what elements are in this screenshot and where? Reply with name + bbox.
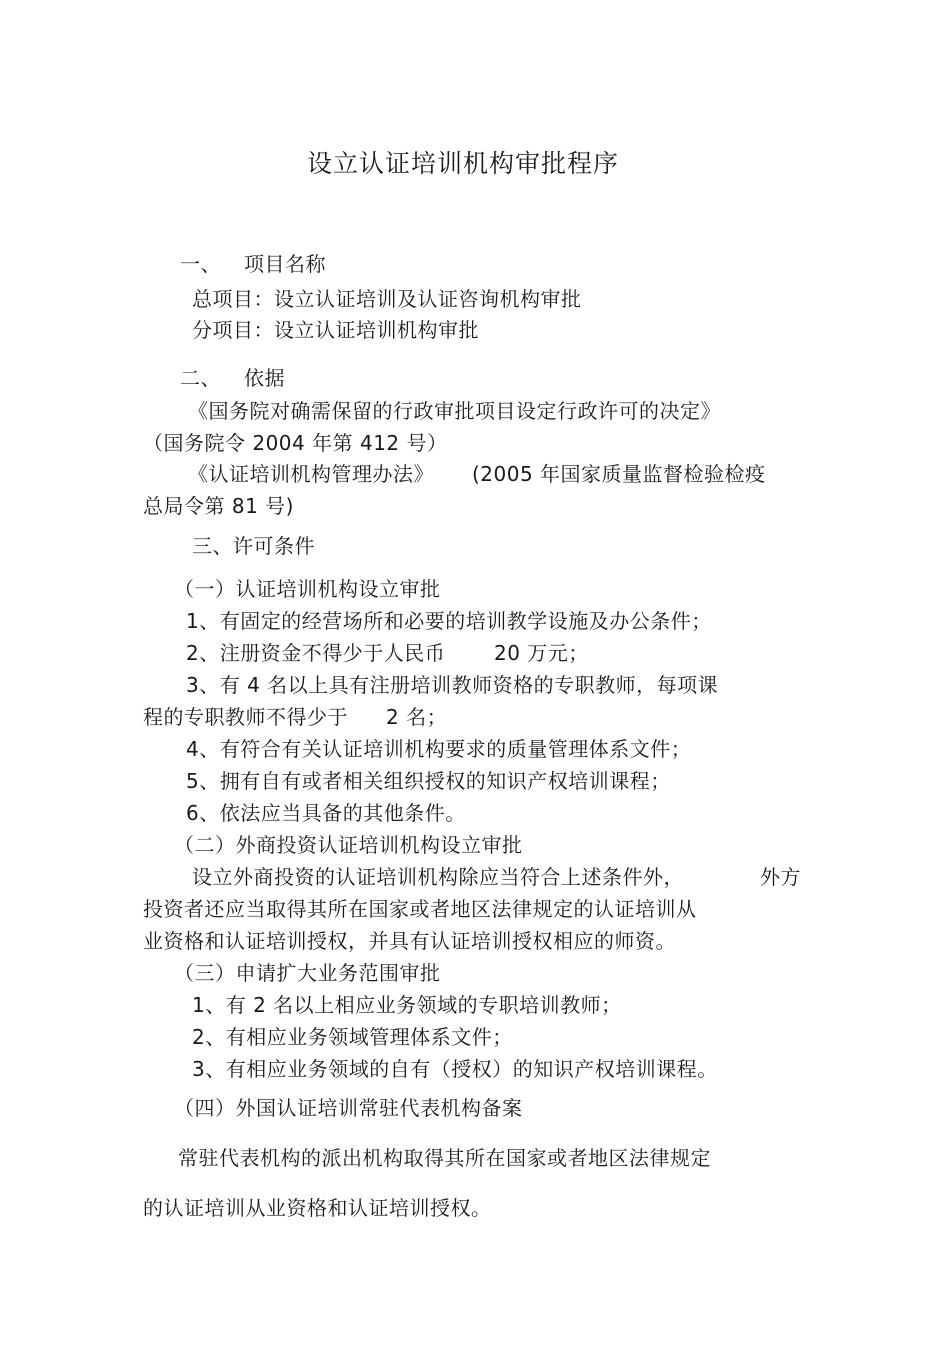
condition-item: 4、有符合有关认证培训机构要求的质量管理体系文件；: [186, 737, 692, 761]
condition-item: 5、拥有自有或者相关组织授权的知识产权培训课程；: [186, 769, 671, 793]
condition-item: 20 万元；: [494, 641, 589, 665]
subsection-2-heading: （二）外商投资认证培训机构设立审批: [174, 833, 523, 857]
section-1-heading: 项目名称: [244, 252, 326, 276]
subsection-4-line: 常驻代表机构的派出机构取得其所在国家或者地区法律规定: [178, 1146, 711, 1170]
condition-item: 2 名；: [386, 705, 448, 729]
condition-item: 3、有 4 名以上具有注册培训教师资格的专职教师，每项课: [186, 673, 719, 697]
basis-line: （国务院令 2004 年第 412 号）: [143, 431, 448, 455]
subsection-2-line: 设立外商投资的认证培训机构除应当符合上述条件外，: [192, 865, 684, 889]
condition-item: 程的专职教师不得少于: [143, 705, 348, 729]
subsection-2-line: 业资格和认证培训授权，并具有认证培训授权相应的师资。: [143, 929, 676, 953]
condition-item: 2、有相应业务领域管理体系文件；: [192, 1025, 513, 1049]
basis-line: (2005 年国家质量监督检验检疫: [472, 462, 766, 486]
section-1-line: 总项目：设立认证培训及认证咨询机构审批: [192, 287, 582, 311]
subsection-1-heading: （一）认证培训机构设立审批: [174, 577, 441, 601]
condition-item: 2、注册资金不得少于人民币: [186, 641, 446, 665]
basis-line: 《认证培训机构管理办法》: [188, 462, 434, 486]
basis-line: 总局令第 81 号): [143, 494, 294, 518]
section-3-heading: 三、许可条件: [192, 534, 315, 558]
condition-item: 1、有 2 名以上相应业务领域的专职培训教师；: [192, 993, 622, 1017]
condition-item: 3、有相应业务领域的自有（授权）的知识产权培训课程。: [192, 1057, 718, 1081]
subsection-4-line: 的认证培训从业资格和认证培训授权。: [143, 1196, 492, 1220]
subsection-2-line: 投资者还应当取得其所在国家或者地区法律规定的认证培训从: [143, 897, 697, 921]
subsection-4-heading: （四）外国认证培训常驻代表机构备案: [174, 1096, 523, 1120]
document-title: 设立认证培训机构审批程序: [306, 149, 619, 178]
condition-item: 6、依法应当具备的其他条件。: [186, 801, 466, 825]
section-2-heading: 依据: [244, 366, 285, 390]
section-2-number: 二、: [180, 366, 221, 390]
subsection-2-line: 外方: [760, 865, 801, 889]
section-1-line: 分项目：设立认证培训机构审批: [192, 318, 479, 342]
basis-line: 《国务院对确需保留的行政审批项目设定行政许可的决定》: [188, 399, 721, 423]
section-1-number: 一、: [180, 252, 221, 276]
condition-item: 1、有固定的经营场所和必要的培训教学设施及办公条件；: [186, 609, 712, 633]
subsection-3-heading: （三）申请扩大业务范围审批: [174, 961, 441, 985]
